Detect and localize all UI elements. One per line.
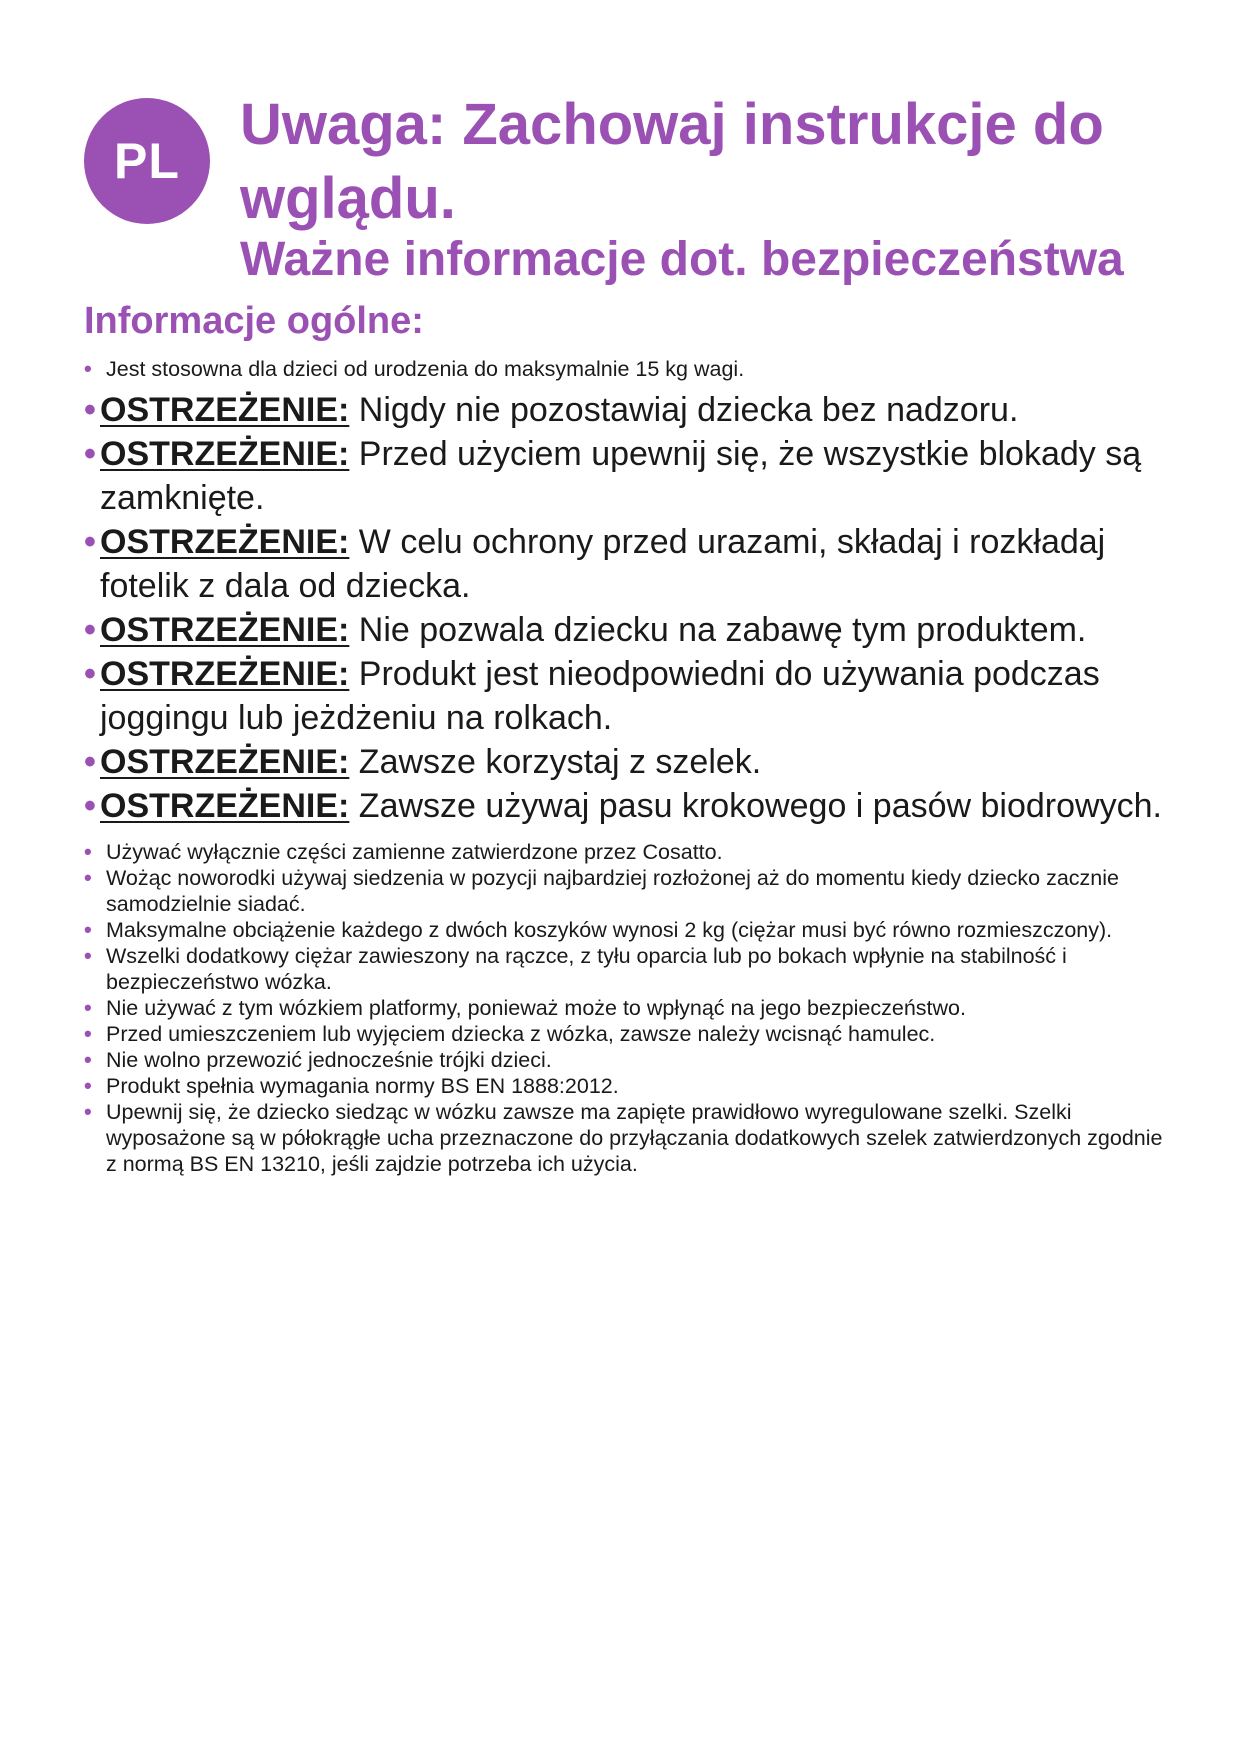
info-item [84,917,1164,943]
warning-label: OSTRZEŻENIE: [100,655,350,693]
bullet-icon: • [84,1021,92,1046]
language-badge [84,98,210,224]
bullet-icon: • [84,995,92,1020]
warning-item [84,432,1164,520]
info-item-text: Wożąc noworodki używaj siedzenia w pozycji najbardziej rozłożonej aż do momentu kiedy dziecko zacznie samodzielnie siadać. [106,866,1119,916]
bullet-icon: • [84,655,96,693]
bullet-icon: • [84,1047,92,1072]
warning-item [84,740,1164,784]
warning-label: OSTRZEŻENIE: [100,523,350,561]
bullet-icon: • [84,356,92,381]
bullet-icon: • [84,435,96,473]
bullet-icon: • [84,391,96,429]
bullet-icon: • [84,943,92,968]
info-item-text: Przed umieszczeniem lub wyjęciem dziecka z wózka, zawsze należy wcisnąć hamulec. [106,1022,936,1046]
bullet-icon: • [84,743,96,781]
info-item [84,865,1164,917]
bullet-icon: • [84,1099,92,1124]
warning-text: Zawsze korzystaj z szelek. [358,743,762,781]
info-item-text: Nie wolno przewozić jednocześnie trójki dzieci. [106,1048,552,1072]
bullet-icon: • [84,917,92,942]
page-subtitle: Ważne informacje dot. bezpieczeństwa [240,233,1124,286]
info-list [84,839,1164,1177]
warning-list [84,388,1164,828]
warning-text: Zawsze używaj pasu krokowego i pasów biodrowych. [358,787,1162,825]
intro-item [84,356,1164,382]
info-item [84,1021,1164,1047]
warning-text: Produkt jest nieodpowiedni do używania podczas joggingu lub jeżdżeniu na rolkach. [100,655,1100,737]
info-item [84,943,1164,995]
warning-label: OSTRZEŻENIE: [100,611,350,649]
warning-label: OSTRZEŻENIE: [100,435,350,473]
info-item-text: Produkt spełnia wymagania normy BS EN 1888:2012. [106,1074,619,1098]
info-item-text: Nie używać z tym wózkiem platformy, ponieważ może to wpłynąć na jego bezpieczeństwo. [106,996,966,1020]
warning-label: OSTRZEŻENIE: [100,391,350,429]
info-item [84,995,1164,1021]
info-item-text: Wszelki dodatkowy ciężar zawieszony na rączce, z tyłu oparcia lub po bokach wpłynie na stabilność i bezpieczeństwo wózka. [106,944,1067,994]
bullet-icon: • [84,611,96,649]
warning-label: OSTRZEŻENIE: [100,787,350,825]
language-badge-label: PL [114,133,180,189]
info-item-text: Maksymalne obciążenie każdego z dwóch koszyków wynosi 2 kg (ciężar musi być równo rozmieszczony). [106,918,1113,942]
info-item-text: Używać wyłącznie części zamienne zatwierdzone przez Cosatto. [106,840,723,864]
bullet-icon: • [84,523,96,561]
warning-item [84,608,1164,652]
warning-item [84,784,1164,828]
page-title: Uwaga: Zachowaj instrukcje do wglądu. [240,92,1104,231]
warning-label: OSTRZEŻENIE: [100,743,350,781]
section-title: Informacje ogólne: [84,300,424,342]
info-item [84,1099,1164,1177]
bullet-icon: • [84,839,92,864]
warning-item [84,520,1164,608]
intro-item-text: Jest stosowna dla dzieci od urodzenia do maksymalnie 15 kg wagi. [106,357,745,381]
warning-text: Przed użyciem upewnij się, że wszystkie blokady są zamknięte. [100,435,1142,517]
bullet-icon: • [84,787,96,825]
bullet-icon: • [84,1073,92,1098]
info-item-text: Upewnij się, że dziecko siedząc w wózku zawsze ma zapięte prawidłowo wyregulowane szelki. Szelki wyposażone są w półokrągłe ucha przeznaczone do przyłączania dodatkowych szelek zatwierdzonych zgodnie z normą BS EN 13210, jeśli zajdzie potrzeba ich użycia. [106,1100,1163,1176]
info-item [84,1073,1164,1099]
warning-text: W celu ochrony przed urazami, składaj i rozkładaj fotelik z dala od dziecka. [100,523,1106,605]
warning-text: Nie pozwala dziecku na zabawę tym produktem. [358,611,1087,649]
info-item [84,1047,1164,1073]
info-item [84,839,1164,865]
warning-item [84,388,1164,432]
intro-list [84,356,1164,382]
warning-text: Nigdy nie pozostawiaj dziecka bez nadzoru. [358,391,1019,429]
bullet-icon: • [84,865,92,890]
warning-item [84,652,1164,740]
